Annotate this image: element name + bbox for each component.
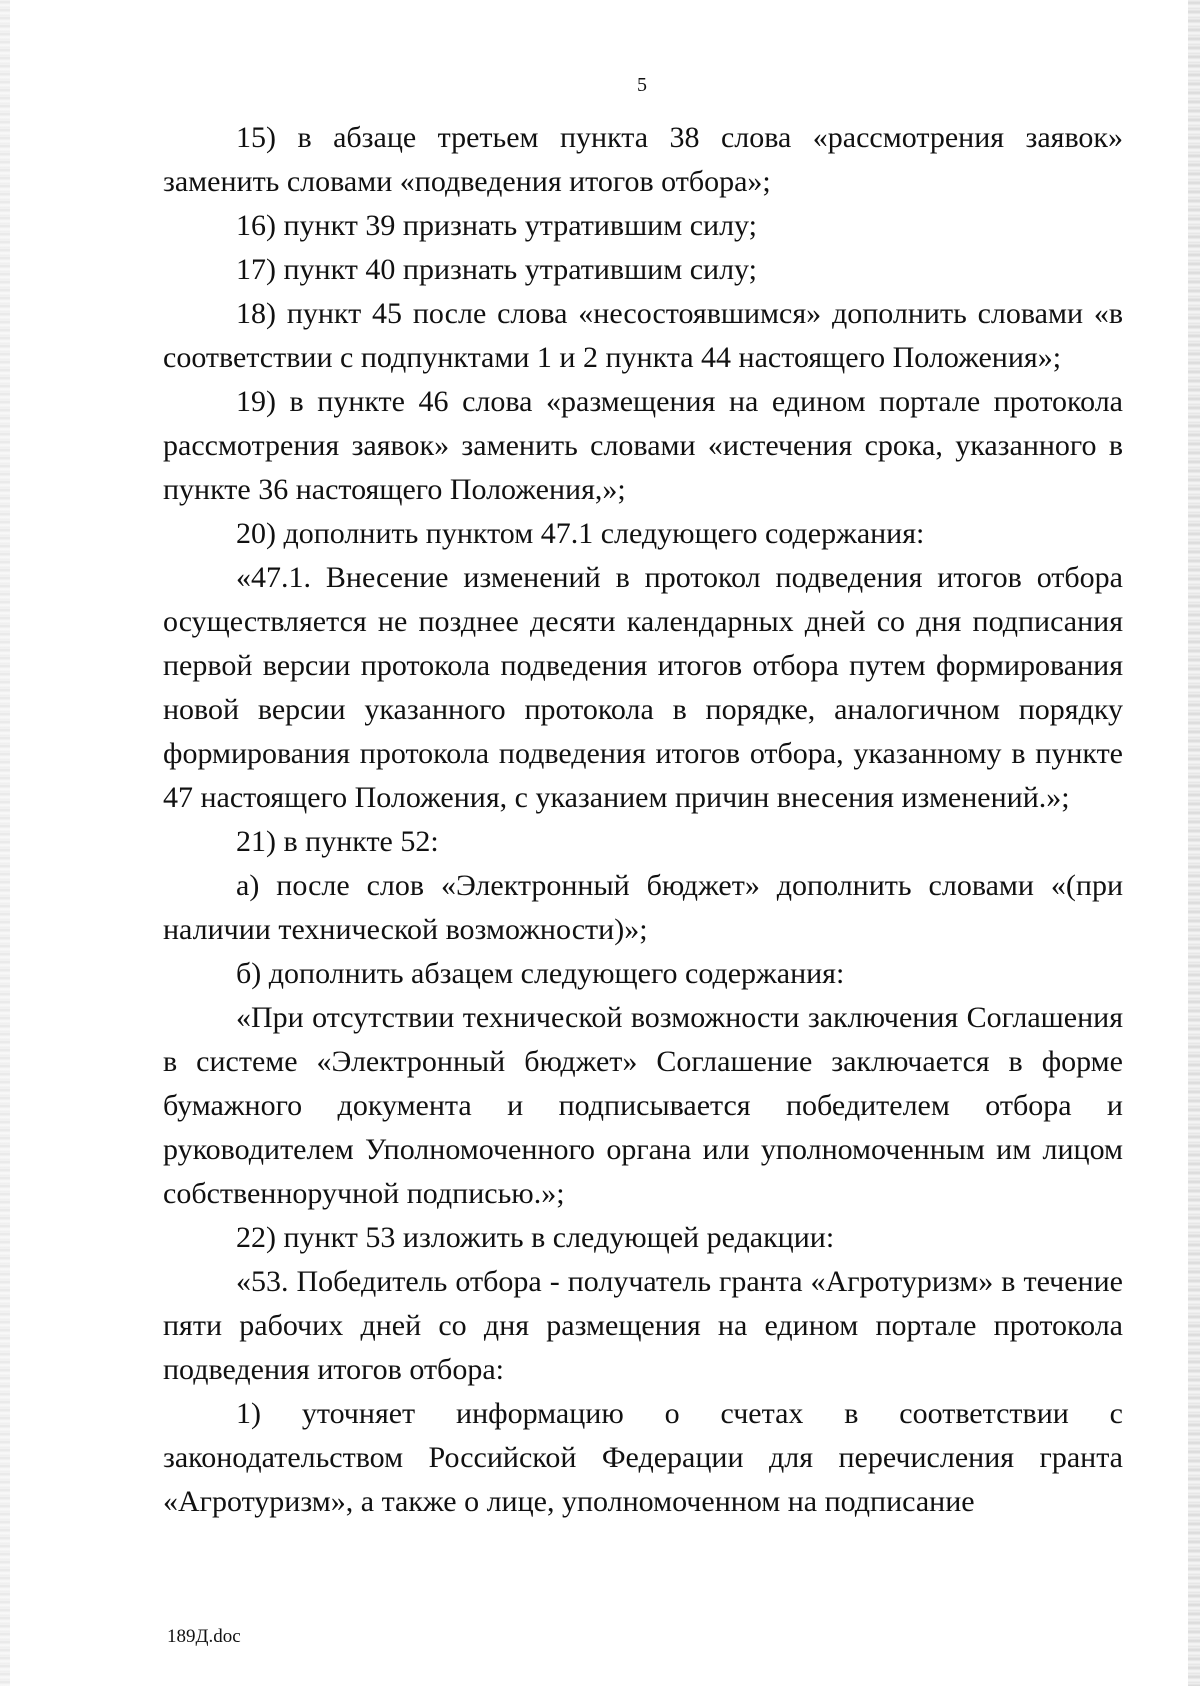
paragraph-18: 18) пункт 45 после слова «несостоявшимся» дополнить словами «в соответствии с подпунктами 1 и 2 пункта 44 настоящего Положения»;: [163, 297, 1123, 374]
scan-edge-right: [1188, 0, 1200, 1686]
paragraph-15: 15) в абзаце третьем пункта 38 слова «рассмотрения заявок» заменить словами «подведения итогов отбора»;: [163, 121, 1123, 198]
paragraph-21-a: а) после слов «Электронный бюджет» дополнить словами «(при наличии технической возможности)»;: [163, 869, 1123, 946]
document-body: [163, 116, 1123, 1524]
paragraph-quote-agreement: «При отсутствии технической возможности заключения Соглашения в системе «Электронный бюджет» Соглашение заключается в форме бумажного документа и подписывается победителем отбора и руководителем Уполномоченного органа или уполномоченным им лицом собственноручной подписью.»;: [163, 1001, 1123, 1210]
paragraph-53: «53. Победитель отбора - получатель гранта «Агротуризм» в течение пяти рабочих дней со дня размещения на едином портале протокола подведения итогов отбора:: [163, 1265, 1123, 1386]
paragraph-21-b: б) дополнить абзацем следующего содержания:: [236, 957, 845, 990]
paragraph-19: 19) в пункте 46 слова «размещения на едином портале протокола рассмотрения заявок» заменить словами «истечения срока, указанного в пункте 36 настоящего Положения,»;: [163, 385, 1123, 506]
paragraph-17: 17) пункт 40 признать утратившим силу;: [236, 253, 758, 286]
paragraph-47-1: «47.1. Внесение изменений в протокол подведения итогов отбора осуществляется не позднее десяти календарных дней со дня подписания первой версии протокола подведения итогов отбора путем формирования новой версии указанного протокола в порядке, аналогичном порядку формирования протокола подведения итогов отбора, указанному в пункте 47 настоящего Положения, с указанием причин внесения изменений.»;: [163, 561, 1123, 814]
scan-edge-left: [0, 0, 10, 1686]
paragraph-16: 16) пункт 39 признать утратившим силу;: [236, 209, 758, 242]
footer-filename: 189Д.doc: [167, 1626, 241, 1647]
paragraph-22: 22) пункт 53 изложить в следующей редакции:: [236, 1221, 835, 1254]
paragraph-21: 21) в пункте 52:: [236, 825, 439, 858]
page-number: 5: [637, 74, 647, 96]
paragraph-53-1: 1) уточняет информацию о счетах в соответствии с законодательством Российской Федерации для перечисления гранта «Агротуризм», а также о лице, уполномоченном на подписание: [163, 1397, 1123, 1518]
paragraph-20: 20) дополнить пунктом 47.1 следующего содержания:: [236, 517, 925, 550]
